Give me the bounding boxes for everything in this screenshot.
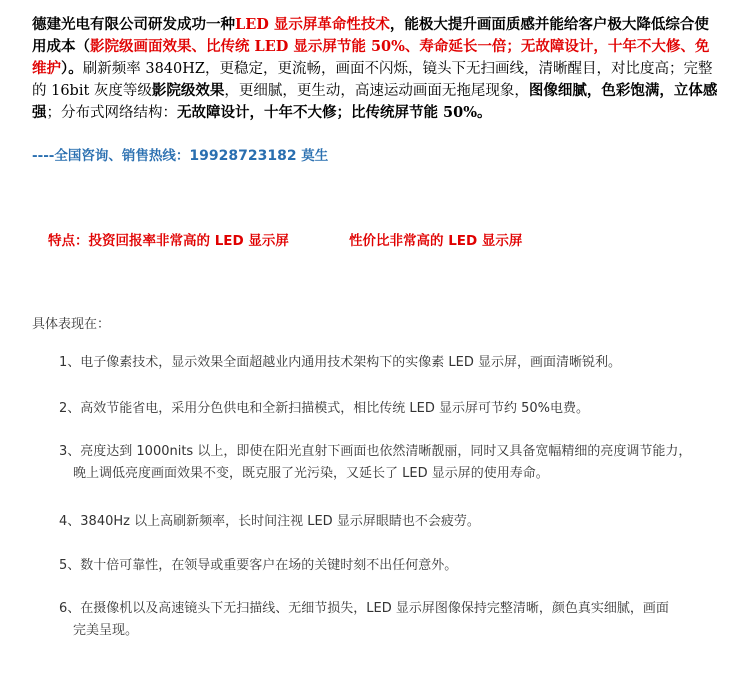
intro-features-highlight: 影院级画面效果、比传统 LED 显示屏节能 50%、寿命延长一倍；无故障设计，十年不大修、免维护 <box>32 38 710 77</box>
intro-cinema-level: 影院级效果 <box>151 82 225 99</box>
intro-company: 德建光电有限公司研发成功一种 <box>32 16 235 33</box>
list-item-text: 5、数十倍可靠性，在领导或重要客户在场的关键时刻不出任何意外。 <box>59 558 458 573</box>
intro-network-text: ；分布式网络结构： <box>46 105 177 121</box>
list-item-text: 4、3840Hz 以上高刷新频率，长时间注视 LED 显示屏眼睛也不会疲劳。 <box>59 514 480 529</box>
hotline-contact-name: 莫生 <box>301 148 329 164</box>
intro-benefit: ，能极大提升画面质感并能给客户极大降低综合使用成本（ <box>32 16 709 55</box>
intro-final-highlight: 无故障设计，十年不大修；比传统屏节能 50%。 <box>177 104 492 121</box>
list-item-text-continued: 完美呈现。 <box>73 623 139 638</box>
list-item <box>59 511 719 533</box>
hotline-number: 19928723182 <box>189 148 297 164</box>
hotline-prefix: ----全国咨询、销售热线： <box>32 148 190 164</box>
feature-roi: 特点：投资回报率非常高的 LED 显示屏 <box>48 233 289 249</box>
section-subtitle: 具体表现在： <box>32 317 111 332</box>
intro-image-quality: 图像细腻，色彩饱满，立体感强 <box>32 82 718 121</box>
list-item-text: 6、在摄像机以及高速镜头下无扫描线、无细节损失，LED 显示屏图像保持完整清晰，颜色真实细腻，画面 <box>59 601 669 616</box>
intro-tech-highlight: LED 显示屏革命性技术 <box>235 16 390 33</box>
list-item-text: 1、电子像素技术，显示效果全面超越业内通用技术架构下的实像素 LED 显示屏，画面清晰锐利。 <box>59 355 622 370</box>
intro-refresh-text: 刷新频率 3840HZ，更稳定，更流畅，画面不闪烁，镜头下无扫画线，清晰醒目，对比度高；完整的 16bit 灰度等级 <box>32 61 713 99</box>
list-item <box>59 441 719 485</box>
sales-hotline <box>32 144 328 164</box>
list-item <box>59 352 719 374</box>
list-item-text: 2、高效节能省电，采用分色供电和全新扫描模式，相比传统 LED 显示屏可节约 50%电费。 <box>59 401 590 416</box>
list-item-text-continued: 晚上调低亮度画面效果不变，既克服了光污染，又延长了 LED 显示屏的使用寿命。 <box>73 466 549 481</box>
list-item <box>59 598 719 642</box>
list-item <box>59 398 719 420</box>
intro-paragraph <box>32 14 722 124</box>
list-item-text: 3、亮度达到 1000nits 以上，即使在阳光直射下画面也依然清晰靓丽，同时又具备宽幅精细的亮度调节能力， <box>59 444 692 459</box>
intro-detail-text: ，更细腻，更生动，高速运动画面无拖尾现象， <box>224 83 529 99</box>
intro-close-paren: ）。 <box>61 60 83 77</box>
feature-value: 性价比非常高的 LED 显示屏 <box>349 233 523 249</box>
list-item <box>59 555 719 577</box>
